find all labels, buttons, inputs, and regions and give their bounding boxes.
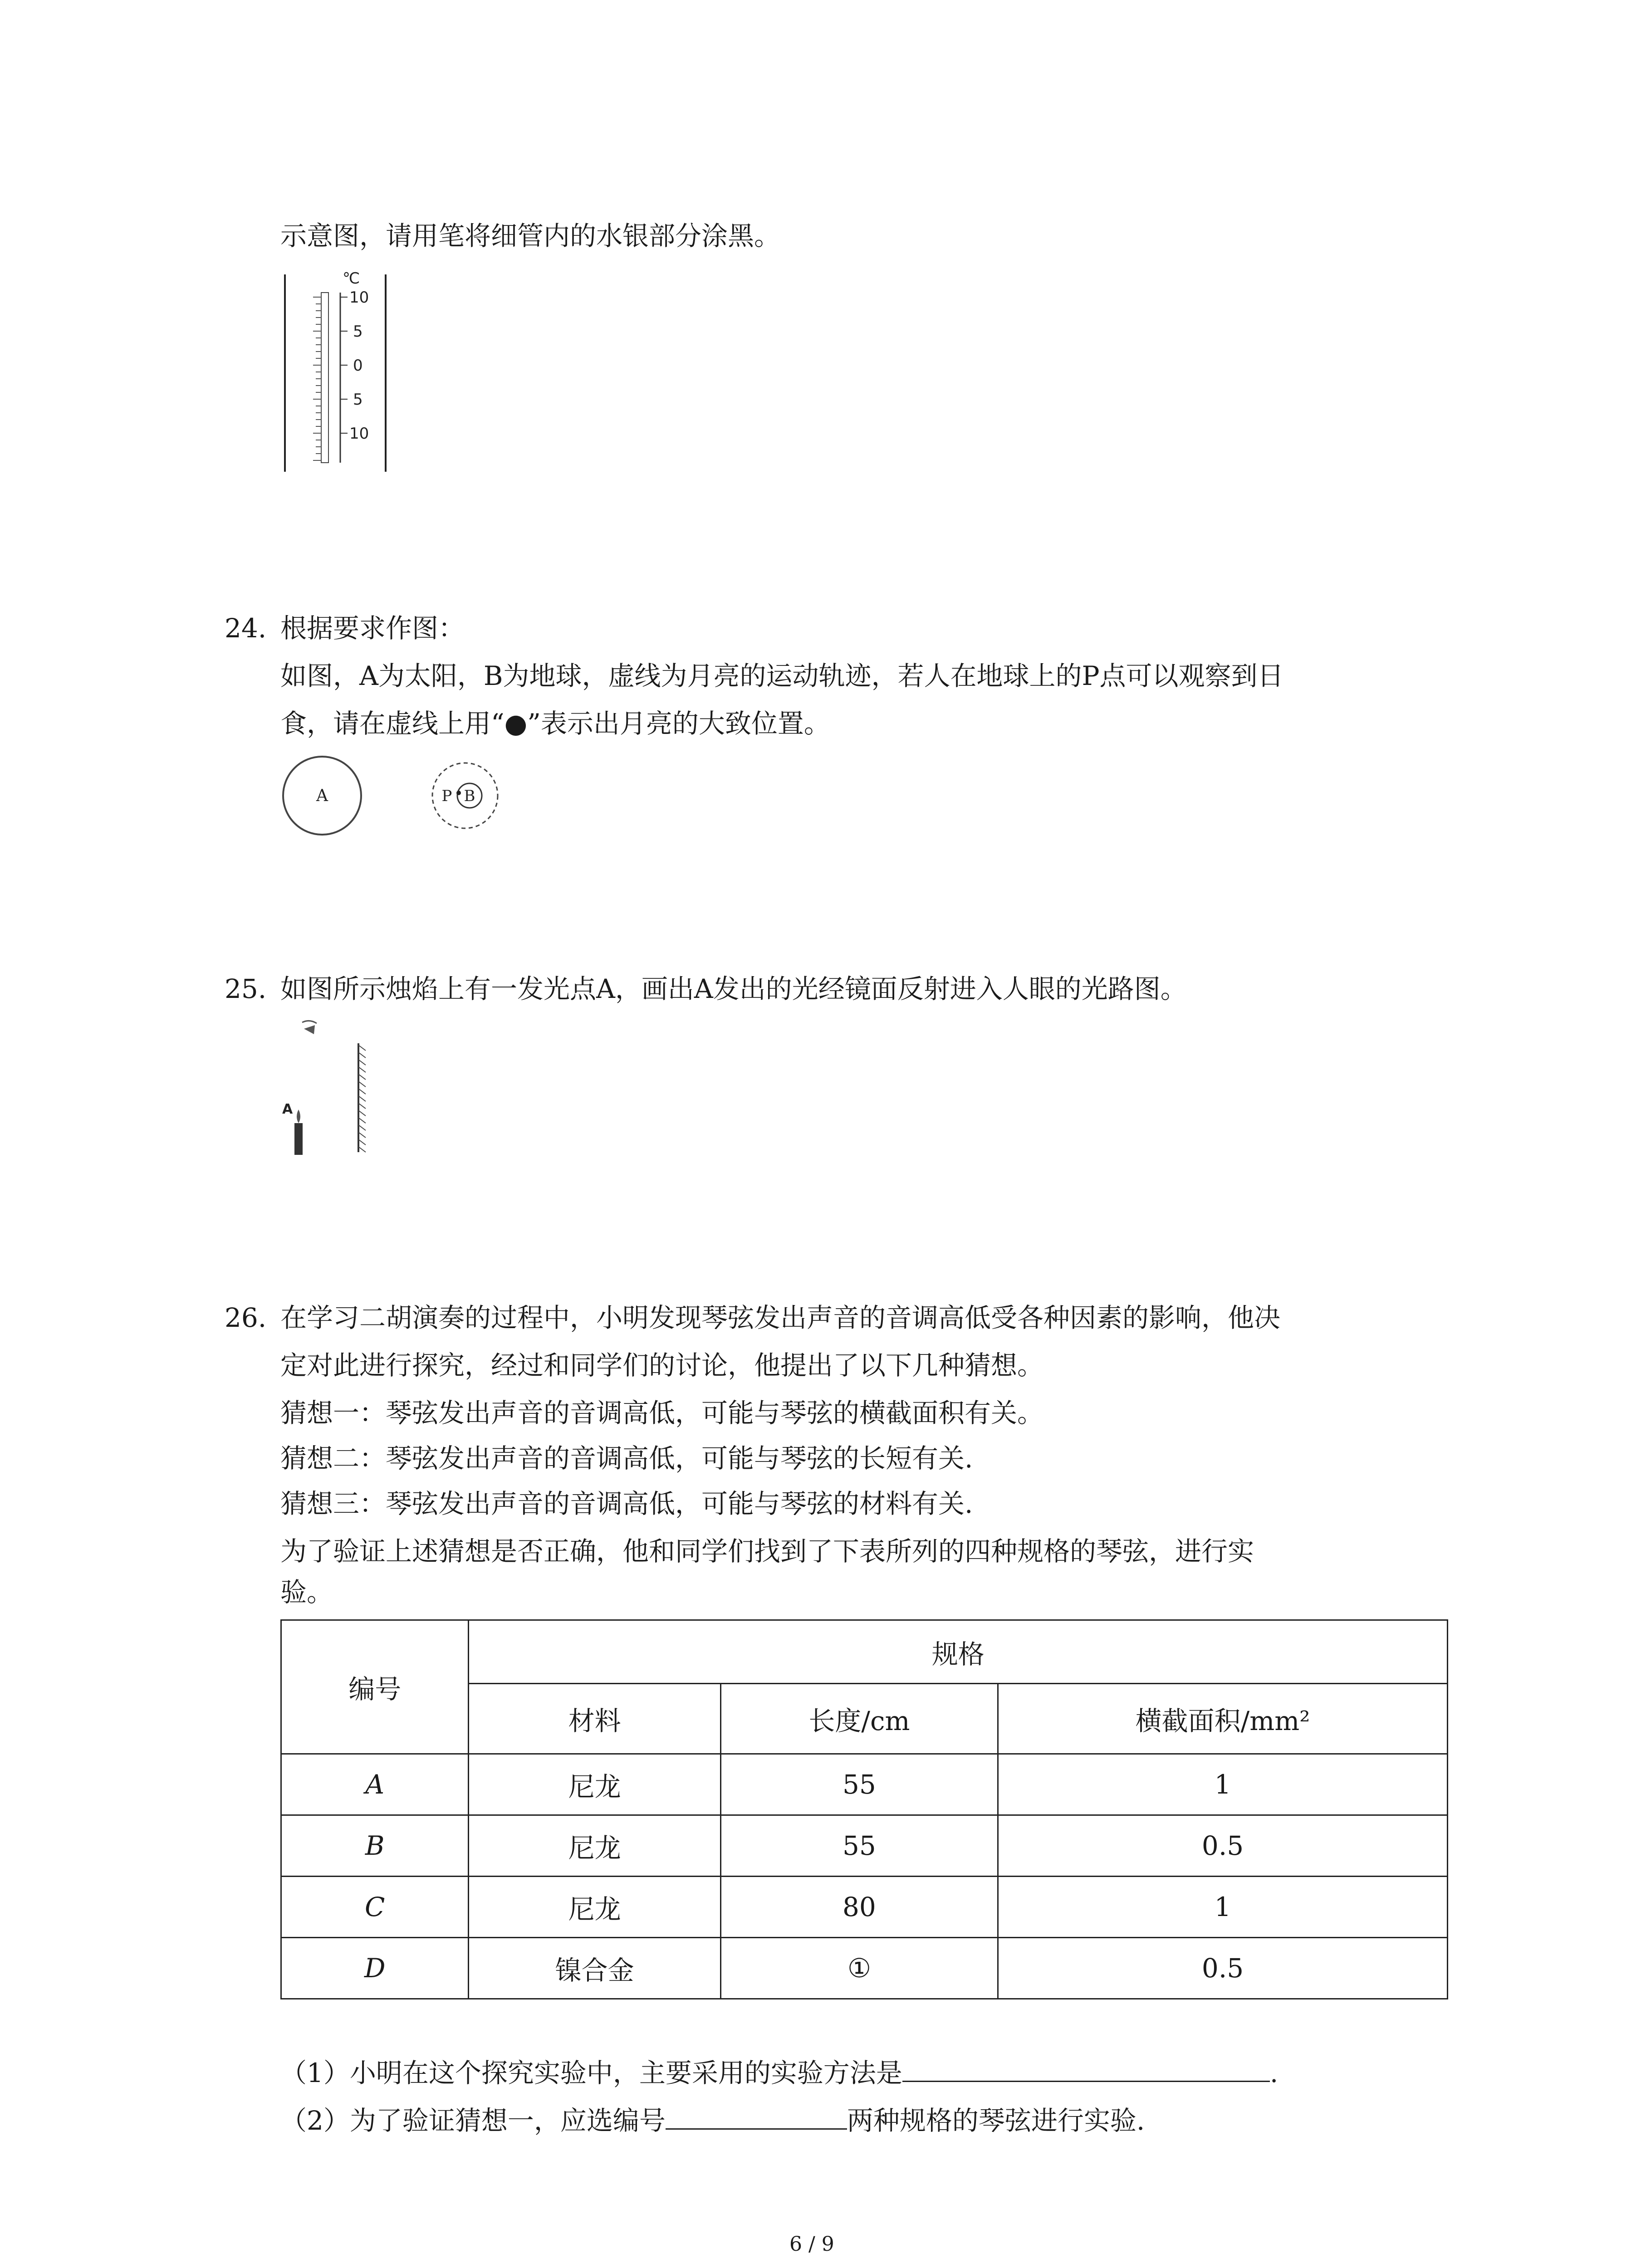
q26-sub2-prefix: （2）为了验证猜想一，应选编号 — [280, 2105, 666, 2136]
table-row — [281, 1877, 1448, 1938]
eye-icon — [302, 1021, 317, 1034]
row-id: A — [281, 1754, 469, 1815]
row-material: 尼龙 — [469, 1754, 720, 1815]
q26-number: 26. — [225, 1302, 267, 1333]
q24-number: 24. — [225, 613, 267, 644]
table-row — [281, 1815, 1448, 1877]
q25-text-line1: 如图所示烛焰上有一发光点A，画出A发出的光经镜面反射进入人眼的光路图。 — [280, 973, 1187, 1004]
q26-sub1-prefix: （1）小明在这个探究实验中，主要采用的实验方法是 — [280, 2058, 902, 2088]
tick-label-top: 10 — [349, 288, 369, 307]
header-material: 材料 — [469, 1684, 720, 1754]
table-row — [281, 1938, 1448, 1999]
row-length: ① — [720, 1938, 998, 1999]
tick-label-bottom: 10 — [349, 425, 369, 443]
earth-label: B — [464, 787, 475, 805]
row-area: 0.5 — [998, 1938, 1448, 1999]
q23-text-line1: 示意图，请用笔将细管内的水银部分涂黑。 — [280, 220, 781, 251]
tick-label-zero: 0 — [353, 357, 363, 375]
point-a-label: A — [282, 1101, 293, 1117]
q26-text-line6: 为了验证上述猜想是否正确，他和同学们找到了下表所列的四种规格的琴弦，进行实 — [280, 1536, 1254, 1567]
q26-sub2-answer-blank[interactable] — [666, 2106, 847, 2130]
candle-flame — [297, 1110, 300, 1123]
q26-sub1 — [280, 2057, 1278, 2089]
row-material: 尼龙 — [469, 1877, 720, 1938]
sun-earth-figure — [277, 753, 531, 844]
q26-sub1-suffix: . — [1269, 2058, 1279, 2088]
row-length: 55 — [720, 1754, 998, 1815]
table-row — [281, 1754, 1448, 1815]
thermometer-unit-label: ℃ — [343, 269, 360, 288]
page-number: 6 / 9 — [789, 2233, 834, 2256]
header-spec: 规格 — [469, 1620, 1448, 1684]
q26-sub1-answer-blank[interactable] — [902, 2058, 1270, 2082]
row-length: 80 — [720, 1877, 998, 1938]
point-p-dot — [456, 791, 461, 795]
q26-text-line7: 验。 — [280, 1577, 333, 1608]
row-area: 1 — [998, 1754, 1448, 1815]
mirror-hatching — [358, 1045, 366, 1152]
q24-text-line1: 根据要求作图： — [280, 613, 465, 644]
string-spec-table — [280, 1619, 1448, 1999]
q25-number: 25. — [225, 973, 267, 1004]
row-material: 镍合金 — [469, 1938, 720, 1999]
row-area: 1 — [998, 1877, 1448, 1938]
q24-text-line3: 食，请在虚线上用“●”表示出月亮的大致位置。 — [280, 708, 830, 739]
q26-guess3: 猜想三：琴弦发出声音的音调高低，可能与琴弦的材料有关. — [280, 1488, 973, 1519]
q26-sub2 — [280, 2105, 1145, 2136]
q26-text-line1: 在学习二胡演奏的过程中，小明发现琴弦发出声音的音调高低受各种因素的影响，他决 — [280, 1302, 1281, 1333]
row-length: 55 — [720, 1815, 998, 1877]
candle-body — [294, 1123, 303, 1155]
row-id: C — [281, 1877, 469, 1938]
sun-label: A — [316, 787, 328, 805]
row-id: B — [281, 1815, 469, 1877]
header-id: 编号 — [281, 1620, 469, 1754]
q26-text-line2: 定对此进行探究，经过和同学们的讨论，他提出了以下几种猜想。 — [280, 1350, 1044, 1381]
thermometer-figure — [277, 265, 399, 474]
q26-guess2: 猜想二：琴弦发出声音的音调高低，可能与琴弦的长短有关. — [280, 1443, 973, 1474]
q26-guess1: 猜想一：琴弦发出声音的音调高低，可能与琴弦的横截面积有关。 — [280, 1398, 1044, 1428]
row-material: 尼龙 — [469, 1815, 720, 1877]
header-area: 横截面积/mm² — [998, 1684, 1448, 1754]
row-area: 0.5 — [998, 1815, 1448, 1877]
q24-text-line2: 如图，A为太阳，B为地球，虚线为月亮的运动轨迹，若人在地球上的P点可以观察到日 — [280, 660, 1284, 691]
header-length: 长度/cm — [720, 1684, 998, 1754]
q26-sub2-suffix: 两种规格的琴弦进行实验. — [847, 2105, 1145, 2136]
tick-label-upper: 5 — [353, 323, 363, 341]
candle-mirror-figure — [277, 1016, 386, 1166]
tick-label-lower: 5 — [353, 391, 363, 409]
point-p-label: P — [441, 787, 452, 805]
row-id: D — [281, 1938, 469, 1999]
